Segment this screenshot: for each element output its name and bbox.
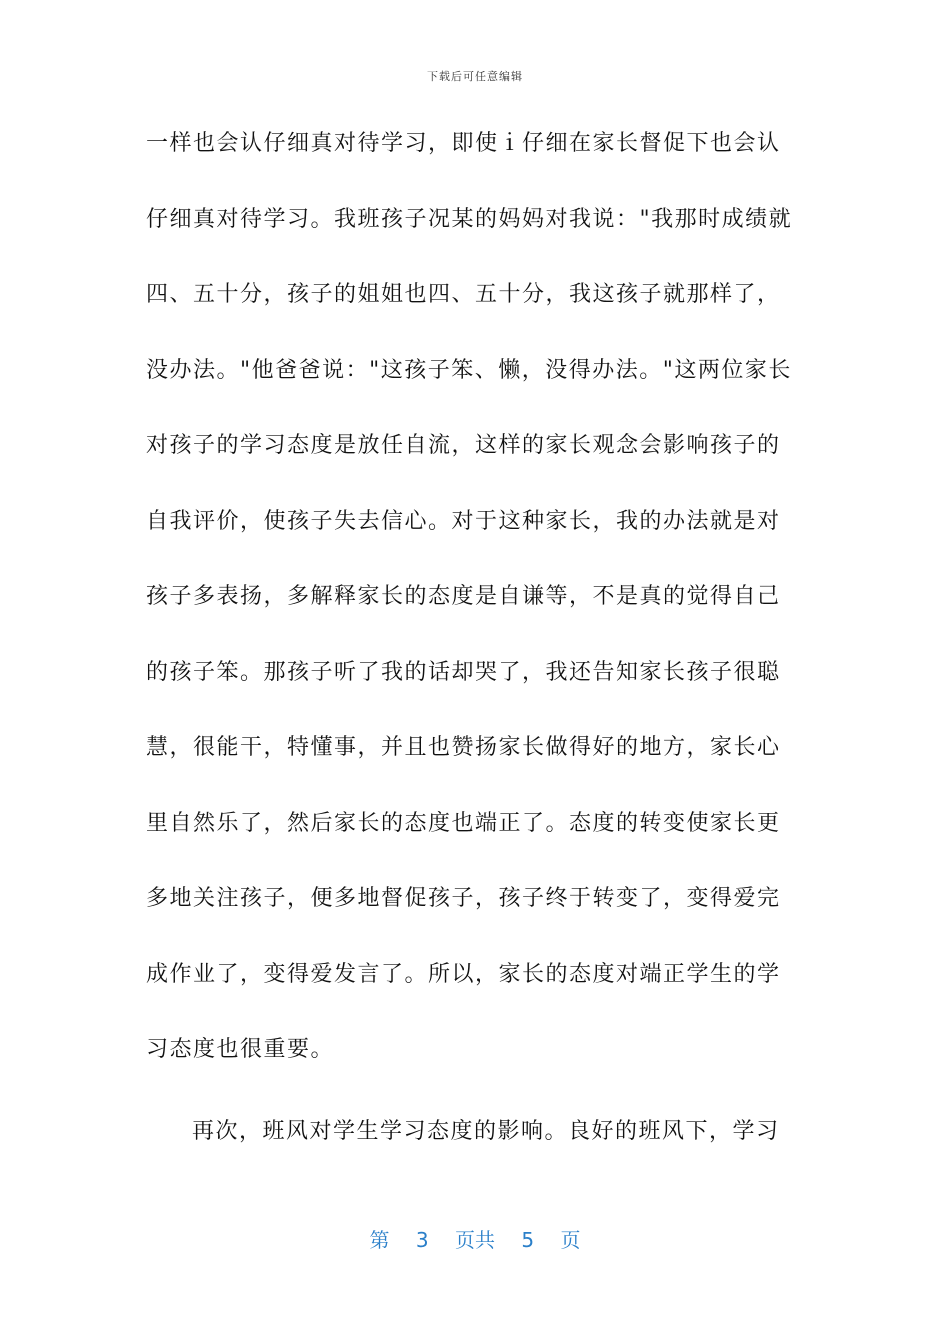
text-line: 对孩子的学习态度是放任自流，这样的家长观念会影响孩子的 bbox=[146, 433, 781, 458]
footer-middle: 页共 bbox=[455, 1228, 495, 1252]
total-page-count: 5 bbox=[521, 1228, 535, 1252]
text-line: 仔细真对待学习。我班孩子况某的妈妈对我说："我那时成绩就 bbox=[146, 206, 793, 232]
page-number-footer bbox=[0, 1224, 950, 1253]
text-line: 的孩子笨。那孩子听了我的话却哭了，我还告知家长孩子很聪 bbox=[146, 659, 781, 685]
text-line: 四、五十分，孩子的姐姐也四、五十分，我这孩子就那样了， bbox=[146, 282, 781, 307]
current-page-number: 3 bbox=[415, 1228, 429, 1252]
text-line: 多地关注孩子，便多地督促孩子，孩子终于转变了，变得爱完 bbox=[146, 886, 781, 911]
text-line: 一样也会认仔细真对待学习，即使ｉ仔细在家长督促下也会认 bbox=[146, 131, 781, 156]
text-line: 成作业了，变得爱发言了。所以，家长的态度对端正学生的学 bbox=[146, 961, 781, 987]
text-line: 孩子多表扬，多解释家长的态度是自谦等，不是真的觉得自己 bbox=[146, 584, 781, 609]
text-line: 习态度也很重要。 bbox=[146, 1037, 335, 1062]
page-header: 下载后可任意编辑 bbox=[427, 70, 523, 83]
document-body bbox=[146, 122, 806, 1185]
text-line: 没办法。"他爸爸说："这孩子笨、懒，没得办法。"这两位家长 bbox=[146, 357, 792, 383]
paragraph-start: 再次，班风对学生学习态度的影响。良好的班风下，学习 bbox=[192, 1118, 780, 1144]
text-line: 自我评价，使孩子失去信心。对于这种家长，我的办法就是对 bbox=[146, 508, 781, 534]
text-line: 慧，很能干，特懂事，并且也赞扬家长做得好的地方，家长心 bbox=[146, 735, 781, 760]
footer-prefix: 第 bbox=[369, 1228, 390, 1252]
text-line: 里自然乐了，然后家长的态度也端正了。态度的转变使家长更 bbox=[146, 810, 781, 836]
footer-suffix: 页 bbox=[560, 1228, 581, 1252]
